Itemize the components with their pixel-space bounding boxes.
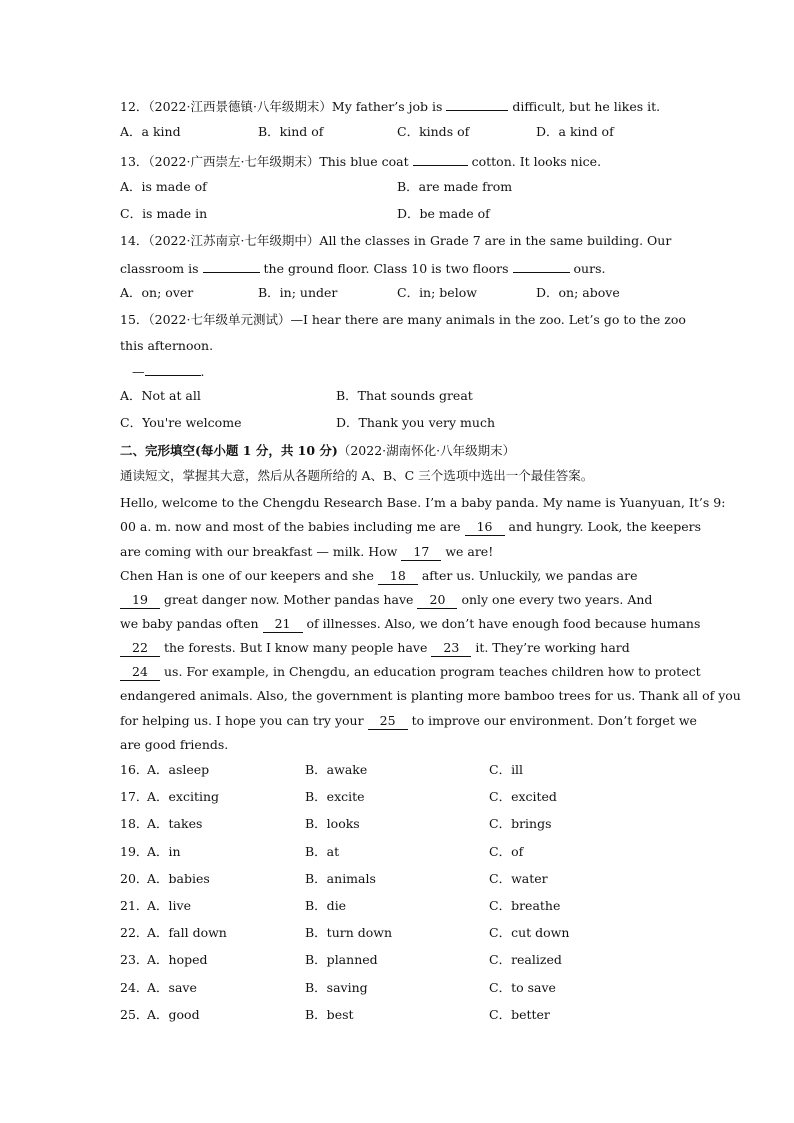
passage-text: Chen Han is one of our keepers and she	[120, 568, 374, 583]
option-a: A．Not at all	[120, 388, 201, 403]
option-a: A．on; over	[120, 285, 194, 300]
option-c: C．is made in	[120, 206, 208, 221]
answer-blank	[203, 259, 260, 273]
option-c: C．excited	[489, 789, 557, 804]
question-13-stem	[120, 152, 601, 170]
cloze-blank-23: 23	[431, 640, 471, 657]
question-12-stem	[120, 97, 660, 115]
question-number: 23．	[120, 952, 149, 967]
question-number: 19．	[120, 844, 149, 859]
option-a: A．in	[147, 844, 181, 859]
option-c: C．in; below	[397, 285, 477, 300]
option-a: A．hoped	[147, 952, 208, 967]
section-title: 二、完形填空(每小题 1 分，共 10 分)	[120, 443, 338, 458]
cloze-blank-25: 25	[368, 713, 408, 730]
option-a: A．babies	[147, 871, 210, 886]
option-b: B．awake	[305, 762, 368, 777]
question-number: 24．	[120, 980, 149, 995]
option-b: B．looks	[305, 816, 360, 831]
section-instruction: 通读短文，掌握其大意，然后从各题所给的 A、B、C 三个选项中选出一个最佳答案。	[120, 468, 594, 483]
passage-line	[120, 568, 638, 585]
option-b: B．animals	[305, 871, 376, 886]
option-a: A．asleep	[147, 762, 210, 777]
passage-text: after us. Unluckily, we pandas are	[421, 568, 638, 583]
option-c: C．better	[489, 1007, 550, 1022]
question-number: 16．	[120, 762, 149, 777]
option-c: C．water	[489, 871, 548, 886]
passage-line	[120, 519, 701, 536]
cloze-blank-21: 21	[263, 616, 303, 633]
option-c: C．realized	[489, 952, 562, 967]
option-c: C．ill	[489, 762, 524, 777]
passage-text: are coming with our breakfast — milk. How	[120, 544, 398, 559]
passage-text: we baby pandas often	[120, 616, 259, 631]
cloze-blank-19: 19	[120, 592, 160, 609]
option-b: B．are made from	[397, 179, 513, 194]
option-c: C．cut down	[489, 925, 570, 940]
question-14-stem-cont	[120, 259, 605, 277]
cloze-blank-16: 16	[465, 519, 505, 536]
cloze-blank-20: 20	[417, 592, 457, 609]
cloze-blank-18: 18	[378, 568, 418, 585]
answer-blank	[145, 362, 201, 376]
passage-text: only one every two years. And	[461, 592, 653, 607]
option-a: A．takes	[147, 816, 203, 831]
option-b: B．best	[305, 1007, 354, 1022]
answer-blank	[513, 259, 570, 273]
question-number: 18．	[120, 816, 149, 831]
cloze-blank-22: 22	[120, 640, 160, 657]
passage-line: are good friends.	[120, 737, 229, 752]
passage-line	[120, 592, 652, 609]
option-b: B．excite	[305, 789, 365, 804]
question-number: 17．	[120, 789, 149, 804]
option-b: B．kind of	[258, 124, 324, 139]
passage-text: of illnesses. Also, we don’t have enough food because humans	[306, 616, 701, 631]
option-a: A．good	[147, 1007, 200, 1022]
cloze-blank-17: 17	[401, 544, 441, 561]
question-15-stem-cont: this afternoon.	[120, 338, 214, 353]
passage-line: Hello, welcome to the Chengdu Research Base. I’m a baby panda. My name is Yuanyuan, It’s 9:	[120, 495, 726, 510]
question-number: 21．	[120, 898, 149, 913]
question-13-stem-start: 13．（2022·广西崇左·七年级期末）This blue coat	[120, 154, 409, 169]
option-c: C．to save	[489, 980, 556, 995]
stem-text: the ground floor. Class 10 is two floors	[263, 261, 509, 276]
passage-text: the forests. But I know many people have	[163, 640, 428, 655]
passage-text: we are!	[445, 544, 494, 559]
option-b: B．die	[305, 898, 347, 913]
option-b: B．That sounds great	[336, 388, 473, 403]
option-d: D．a kind of	[536, 124, 614, 139]
option-b: B．turn down	[305, 925, 393, 940]
option-b: B．in; under	[258, 285, 338, 300]
option-d: D．be made of	[397, 206, 490, 221]
section-source: （2022·湖南怀化·八年级期末）	[337, 443, 516, 458]
passage-line	[120, 713, 697, 730]
option-c: C．brings	[489, 816, 552, 831]
option-a: A．save	[147, 980, 197, 995]
stem-text: ours.	[573, 261, 606, 276]
passage-text: to improve our environment. Don’t forget we	[411, 713, 697, 728]
option-b: B．saving	[305, 980, 368, 995]
passage-text: great danger now. Mother pandas have	[163, 592, 414, 607]
option-a: A．live	[147, 898, 191, 913]
passage-line	[120, 640, 630, 657]
question-number: 20．	[120, 871, 149, 886]
option-a: A．is made of	[120, 179, 207, 194]
passage-text: for helping us. I hope you can try your	[120, 713, 364, 728]
passage-line	[120, 544, 493, 561]
option-c: C．You're welcome	[120, 415, 242, 430]
passage-text: 00 a. m. now and most of the babies including me are	[120, 519, 461, 534]
option-d: D．on; above	[536, 285, 620, 300]
passage-line: endangered animals. Also, the government is planting more bamboo trees for us. Thank all of you	[120, 688, 741, 703]
cloze-blank-24: 24	[120, 664, 160, 681]
question-14-stem: 14．（2022·江苏南京·七年级期中）All the classes in Grade 7 are in the same building. Our	[120, 233, 672, 248]
option-a: A．fall down	[147, 925, 227, 940]
question-number: 22．	[120, 925, 149, 940]
question-number: 25．	[120, 1007, 149, 1022]
passage-text: us. For example, in Chengdu, an education program teaches children how to protect	[163, 664, 701, 679]
option-c: C．breathe	[489, 898, 561, 913]
question-12-stem-start: 12．（2022·江西景德镇·八年级期末）My father’s job is	[120, 99, 443, 114]
question-13-stem-end: cotton. It looks nice.	[471, 154, 602, 169]
option-a: A．exciting	[147, 789, 220, 804]
answer-blank	[413, 152, 468, 166]
option-a: A．a kind	[120, 124, 181, 139]
section-heading	[120, 443, 515, 459]
question-12-stem-end: difficult, but he likes it.	[512, 99, 661, 114]
option-d: D．Thank you very much	[336, 415, 495, 430]
option-c: C．of	[489, 844, 524, 859]
passage-text: it. They’re working hard	[475, 640, 630, 655]
passage-text: and hungry. Look, the keepers	[508, 519, 701, 534]
question-15-response	[132, 362, 204, 380]
option-c: C．kinds of	[397, 124, 470, 139]
answer-blank	[446, 97, 508, 111]
option-b: B．at	[305, 844, 340, 859]
period-text: .	[200, 364, 205, 379]
passage-line	[120, 616, 700, 633]
question-15-stem: 15．（2022·七年级单元测试）—I hear there are many animals in the zoo. Let’s go to the zoo	[120, 312, 686, 327]
option-b: B．planned	[305, 952, 378, 967]
passage-line	[120, 664, 701, 681]
stem-text: classroom is	[120, 261, 199, 276]
dash-text: —	[132, 364, 145, 379]
